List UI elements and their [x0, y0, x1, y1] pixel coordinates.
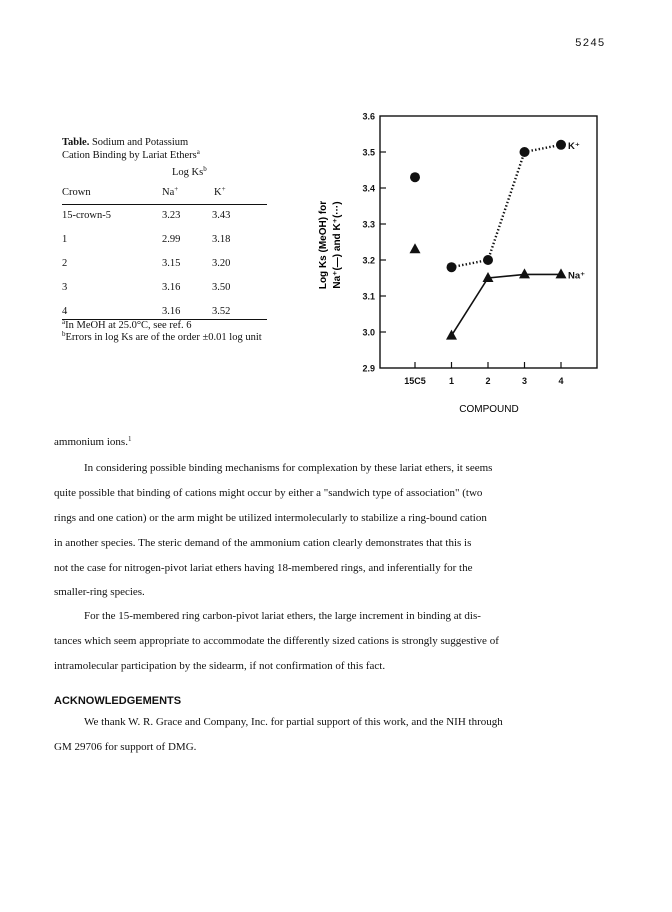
- y-tick-label: 3.3: [362, 219, 375, 230]
- paragraph-1: [54, 462, 622, 602]
- table-footnotes: [62, 320, 267, 344]
- binding-table: [62, 136, 267, 344]
- k-data-point: [483, 255, 493, 265]
- k-data-point: [520, 147, 530, 157]
- plot-border: [380, 116, 597, 368]
- table-title-line2: Cation Binding by Lariat Ethers: [62, 150, 197, 161]
- table-row: 2 3.15 3.20: [62, 258, 231, 269]
- x-tick-label: 1: [448, 376, 455, 386]
- y-tick-label: 3.5: [362, 147, 375, 158]
- y-tick-label: 3.2: [362, 255, 375, 266]
- paragraph-2: [54, 610, 622, 680]
- table-row: 4 3.16 3.52: [62, 306, 231, 317]
- plot-frame: [362, 112, 597, 387]
- table-header: [62, 166, 267, 204]
- body-line: GM 29706 for support of DMG.: [54, 741, 197, 753]
- body-line: We thank W. R. Grace and Company, Inc. for partial support of this work, and the NIH through: [84, 716, 503, 728]
- na-data-point: [556, 268, 567, 278]
- crown-header: Crown: [62, 187, 91, 198]
- binding-chart: [300, 100, 610, 430]
- page-number: 5245: [575, 38, 606, 50]
- na-header: Na+: [162, 185, 179, 198]
- k-data-point: [447, 262, 457, 272]
- table-row: 15-crown-5 3.23 3.43: [62, 210, 231, 221]
- y-tick-label: 2.9: [362, 363, 375, 374]
- series-line-k: [452, 145, 562, 267]
- table-caption: [62, 136, 267, 162]
- series-label: K⁺: [568, 140, 580, 152]
- text-lead: [54, 436, 622, 456]
- body-line: In considering possible binding mechanisms for complexation by these lariat ethers, it seems: [84, 462, 493, 474]
- body-line: not the case for nitrogen-pivot lariat ethers having 18-membered rings, and inferentially for the: [54, 562, 473, 574]
- acknowledgements-heading: ACKNOWLEDGEMENTS: [54, 695, 182, 707]
- y-axis-label-line2: Na⁺(—) and K⁺(···): [332, 201, 343, 289]
- y-axis-label-line1: Log Ks (MeOH) for: [318, 200, 329, 290]
- body-line: intramolecular participation by the sidearm, if not confirmation of this fact.: [54, 660, 386, 672]
- y-tick-label: 3.0: [362, 327, 375, 338]
- footnote-b: $^b$Errors in log Ks are of the order ±0.01 log unit: [62, 330, 262, 343]
- table-title: Sodium and Potassium: [89, 137, 189, 148]
- x-axis-label: COMPOUND: [459, 404, 519, 415]
- body-line: smaller-ring species.: [54, 586, 145, 598]
- k-data-point: [410, 172, 420, 182]
- na-data-point: [410, 243, 421, 253]
- y-tick-label: 3.4: [362, 183, 375, 194]
- body-line: tances which seem appropriate to accommodate the differently sized cations is strongly suggestive of: [54, 635, 499, 647]
- table-row: 1 2.99 3.18: [62, 234, 231, 245]
- x-tick-label: 4: [558, 376, 564, 386]
- table-row: 3 3.16 3.50: [62, 282, 231, 293]
- na-data-point: [446, 330, 457, 340]
- k-data-point: [556, 140, 566, 150]
- series-label: Na⁺: [568, 270, 586, 282]
- body-line: in another species. The steric demand of the ammonium cation clearly demonstrates that this is: [54, 537, 472, 549]
- table-label: Table.: [62, 137, 90, 148]
- log-ks-header: Log Ks$^b$: [172, 165, 207, 178]
- y-tick-label: 3.1: [362, 291, 375, 302]
- x-tick-label: 15C5: [404, 376, 426, 386]
- body-line: For the 15-membered ring carbon-pivot lariat ethers, the large increment in binding at dis-: [84, 610, 481, 622]
- acknowledgements: [54, 716, 622, 766]
- table-title-sup: a: [196, 148, 200, 156]
- footnote-a: $^a$In MeOH at 25.0°C, see ref. 6: [62, 318, 192, 331]
- x-tick-label: 3: [521, 376, 528, 386]
- k-header: K+: [214, 185, 226, 198]
- series-line-na: [452, 274, 562, 335]
- body-line: rings and one cation) or the arm might be utilized intermolecularly to stabilize a ring-bound cation: [54, 512, 487, 524]
- y-tick-label: 3.6: [362, 111, 375, 122]
- body-line: ammonium ions.$^1$: [54, 435, 132, 448]
- body-line: quite possible that binding of cations might occur by either a "sandwich type of association" (two: [54, 487, 483, 499]
- x-tick-label: 2: [485, 376, 491, 386]
- na-data-point: [519, 268, 530, 278]
